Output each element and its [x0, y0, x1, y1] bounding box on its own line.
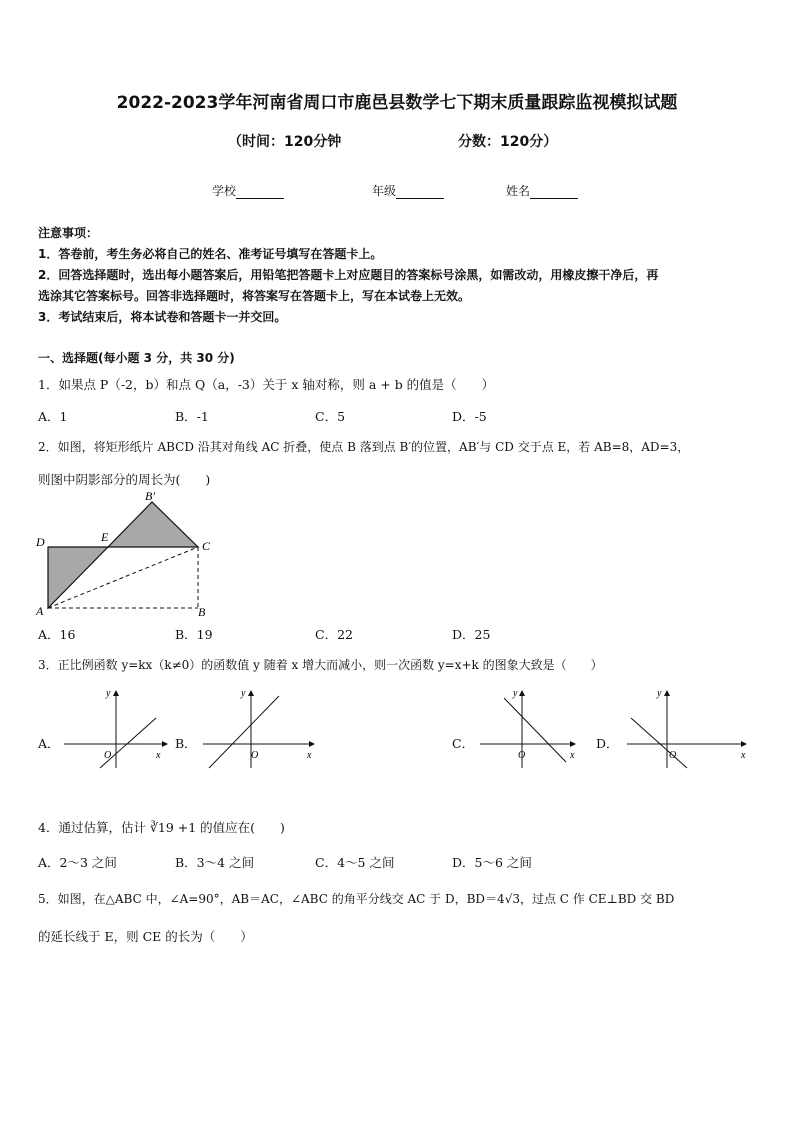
label-e: E [101, 530, 109, 544]
svg-text:O: O [104, 750, 112, 761]
svg-text:y: y [241, 688, 246, 699]
question-1: 1．如果点 P（-2，b）和点 Q（a，-3）关于 x 轴对称，则 a + b 的值是（ ） [38, 377, 495, 392]
question-2-line2: 则图中阴影部分的周长为( ) [38, 472, 211, 487]
exam-score: 分数：120分） [458, 134, 558, 150]
svg-text:O: O [251, 750, 259, 761]
name-field: 姓名 [506, 182, 578, 199]
note-item: 2．回答选择题时，选出每小题答案后，用铅笔把答题卡上对应题目的答案标号涂黑，如需改动，用橡皮擦干净后，再 [38, 268, 659, 282]
q2-option-d: D．25 [452, 627, 491, 642]
exam-time: （时间：120分钟 [228, 134, 342, 150]
note-item: 3．考试结束后，将本试卷和答题卡一并交回。 [38, 310, 287, 324]
q4-option-d: D．5～6 之间 [452, 855, 532, 870]
svg-text:x: x [570, 750, 575, 761]
label-d: D [36, 535, 45, 549]
label-c: C [202, 539, 211, 553]
q4-option-a: A．2～3 之间 [38, 855, 117, 870]
note-item: 1．答卷前，考生务必将自己的姓名、准考证号填写在答题卡上。 [38, 247, 383, 261]
section-heading: 一、选择题(每小题 3 分，共 30 分) [38, 351, 235, 365]
q2-option-a: A．16 [38, 627, 76, 642]
label-b-prime: B′ [145, 489, 155, 503]
page-title: 2022-2023学年河南省周口市鹿邑县数学七下期末质量跟踪监视模拟试题 [116, 93, 678, 113]
q1-option-d: D．-5 [452, 409, 487, 424]
q3-option-d: D． [596, 736, 619, 751]
label-a: A [36, 604, 44, 618]
q3-option-c: C． [452, 736, 475, 751]
svg-text:x: x [307, 750, 312, 761]
grade-field: 年级 [372, 182, 444, 199]
school-field: 学校 [212, 182, 284, 199]
svg-text:O: O [518, 750, 526, 761]
svg-text:y: y [513, 688, 518, 699]
label-b: B [198, 605, 206, 619]
q2-option-c: C．22 [315, 627, 353, 642]
graph-c [480, 688, 590, 768]
question-2-line1: 2．如图，将矩形纸片 ABCD 沿其对角线 AC 折叠，使点 B 落到点 B′的位置，AB′与 CD 交于点 E，若 AB=8，AD=3， [38, 440, 690, 454]
q3-option-b: B． [175, 736, 197, 751]
graph-a [64, 688, 174, 768]
q4-option-c: C．4～5 之间 [315, 855, 395, 870]
q1-option-b: B．-1 [175, 409, 209, 424]
q3-option-a: A． [38, 736, 60, 751]
graph-d [627, 688, 757, 768]
question-5-line1: 5．如图，在△ABC 中，∠A=90°，AB＝AC，∠ABC 的角平分线交 AC 于 D，BD＝4√3，过点 C 作 CE⊥BD 交 BD [38, 892, 675, 906]
svg-text:x: x [156, 750, 161, 761]
q2-option-b: B．19 [175, 627, 213, 642]
graph-b [203, 688, 323, 768]
fold-figure [30, 488, 230, 628]
question-3: 3．正比例函数 y=kx（k≠0）的函数值 y 随着 x 增大而减小，则一次函数 y=x+k 的图象大致是（ ） [38, 658, 603, 672]
svg-text:y: y [106, 688, 111, 699]
notes-heading: 注意事项： [38, 226, 99, 240]
svg-text:O: O [669, 750, 677, 761]
svg-text:x: x [741, 750, 746, 761]
svg-text:y: y [657, 688, 662, 699]
question-5-line2: 的延长线于 E，则 CE 的长为（ ） [38, 929, 253, 944]
q1-option-a: A．1 [38, 409, 68, 424]
question-4: 4．通过估算，估计 ∛19 +1 的值应在( ) [38, 820, 285, 835]
q1-option-c: C．5 [315, 409, 346, 424]
q4-option-b: B．3～4 之间 [175, 855, 255, 870]
note-item: 选涂其它答案标号。回答非选择题时，将答案写在答题卡上，写在本试卷上无效。 [38, 289, 471, 303]
